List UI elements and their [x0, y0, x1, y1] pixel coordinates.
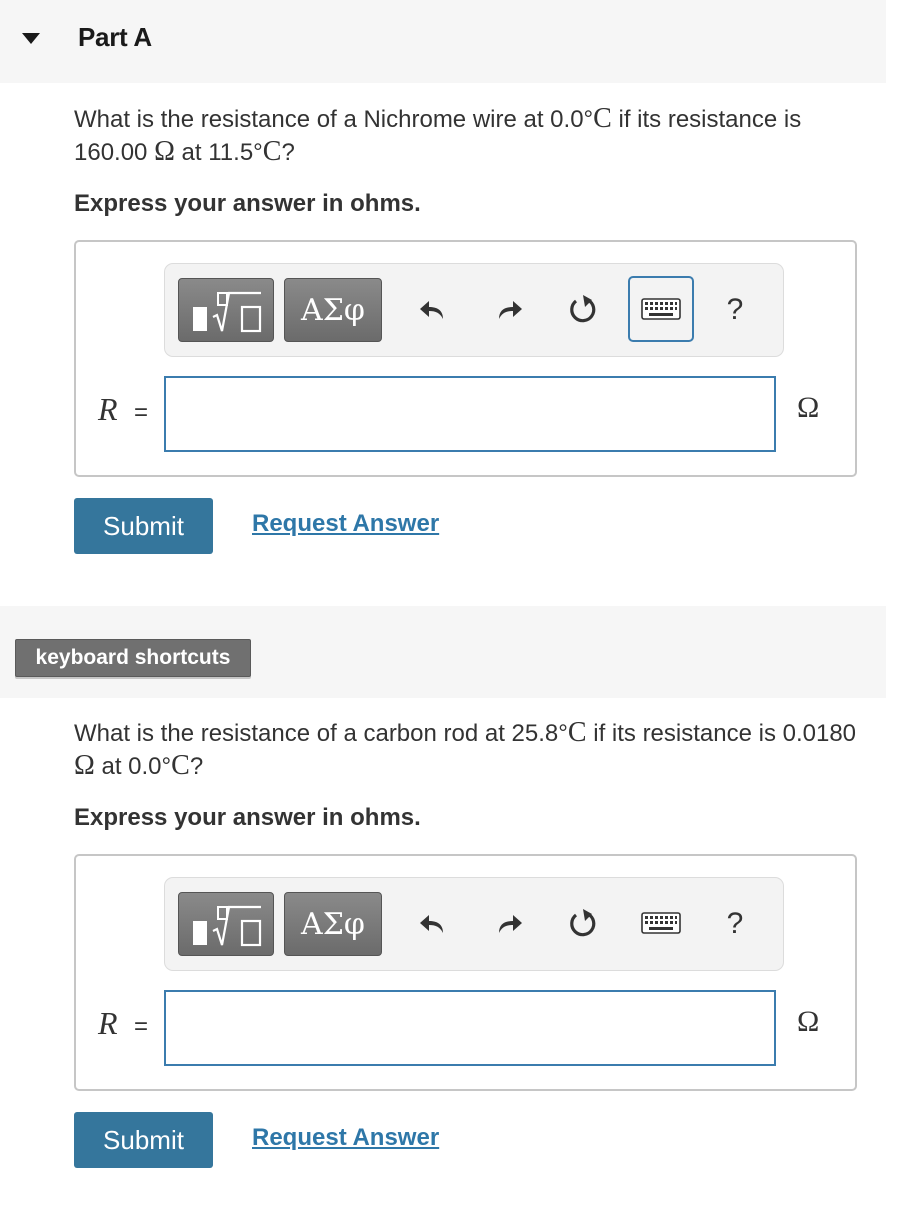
reset-icon[interactable]	[555, 896, 611, 952]
answer-input-1[interactable]	[164, 376, 776, 452]
redo-icon[interactable]	[481, 282, 537, 338]
keyboard-shortcuts-button[interactable]: keyboard shortcuts	[15, 639, 251, 677]
unit-label: Ω	[797, 1005, 820, 1038]
request-answer-link-2[interactable]: Request Answer	[252, 1124, 440, 1151]
keyboard-icon	[641, 298, 681, 320]
templates-button[interactable]	[178, 278, 274, 342]
equals-sign: =	[134, 1013, 149, 1040]
templates-icon	[179, 893, 275, 957]
templates-icon	[179, 279, 275, 343]
submit-button-1[interactable]: Submit	[74, 498, 213, 554]
greek-symbols-button[interactable]: ΑΣφ	[284, 892, 382, 956]
equals-sign: =	[134, 399, 149, 426]
part-a-title[interactable]: Part A	[78, 22, 152, 52]
answer-input-2[interactable]	[164, 990, 776, 1066]
answer-box-2	[74, 854, 857, 1091]
question-2-text: What is the resistance of a carbon rod at 25.8°C if its resistance is 0.0180 Ω at 0.0°C?	[74, 717, 857, 781]
keyboard-icon	[641, 912, 681, 934]
express-instruction-1: Express your answer in ohms.	[74, 190, 421, 217]
submit-button-2[interactable]: Submit	[74, 1112, 213, 1168]
keyboard-toggle-button[interactable]	[628, 276, 694, 342]
reset-icon[interactable]	[555, 282, 611, 338]
keyboard-toggle-button[interactable]	[628, 890, 694, 956]
request-answer-link-1[interactable]: Request Answer	[252, 510, 440, 537]
math-toolbar-2	[164, 877, 784, 971]
help-button[interactable]: ?	[726, 293, 744, 326]
help-button[interactable]: ?	[726, 907, 744, 940]
math-toolbar-1	[164, 263, 784, 357]
variable-label: R	[98, 1005, 118, 1041]
undo-icon[interactable]	[405, 282, 461, 338]
undo-icon[interactable]	[405, 896, 461, 952]
redo-icon[interactable]	[481, 896, 537, 952]
unit-label: Ω	[797, 391, 820, 424]
variable-label: R	[98, 391, 118, 427]
templates-button[interactable]	[178, 892, 274, 956]
greek-symbols-button[interactable]: ΑΣφ	[284, 278, 382, 342]
express-instruction-2: Express your answer in ohms.	[74, 804, 421, 831]
question-1-text: What is the resistance of a Nichrome wire at 0.0°C if its resistance is 160.00 Ω at 11.5°C?	[74, 103, 802, 167]
answer-box-1	[74, 240, 857, 477]
collapse-caret-icon[interactable]	[22, 33, 40, 44]
